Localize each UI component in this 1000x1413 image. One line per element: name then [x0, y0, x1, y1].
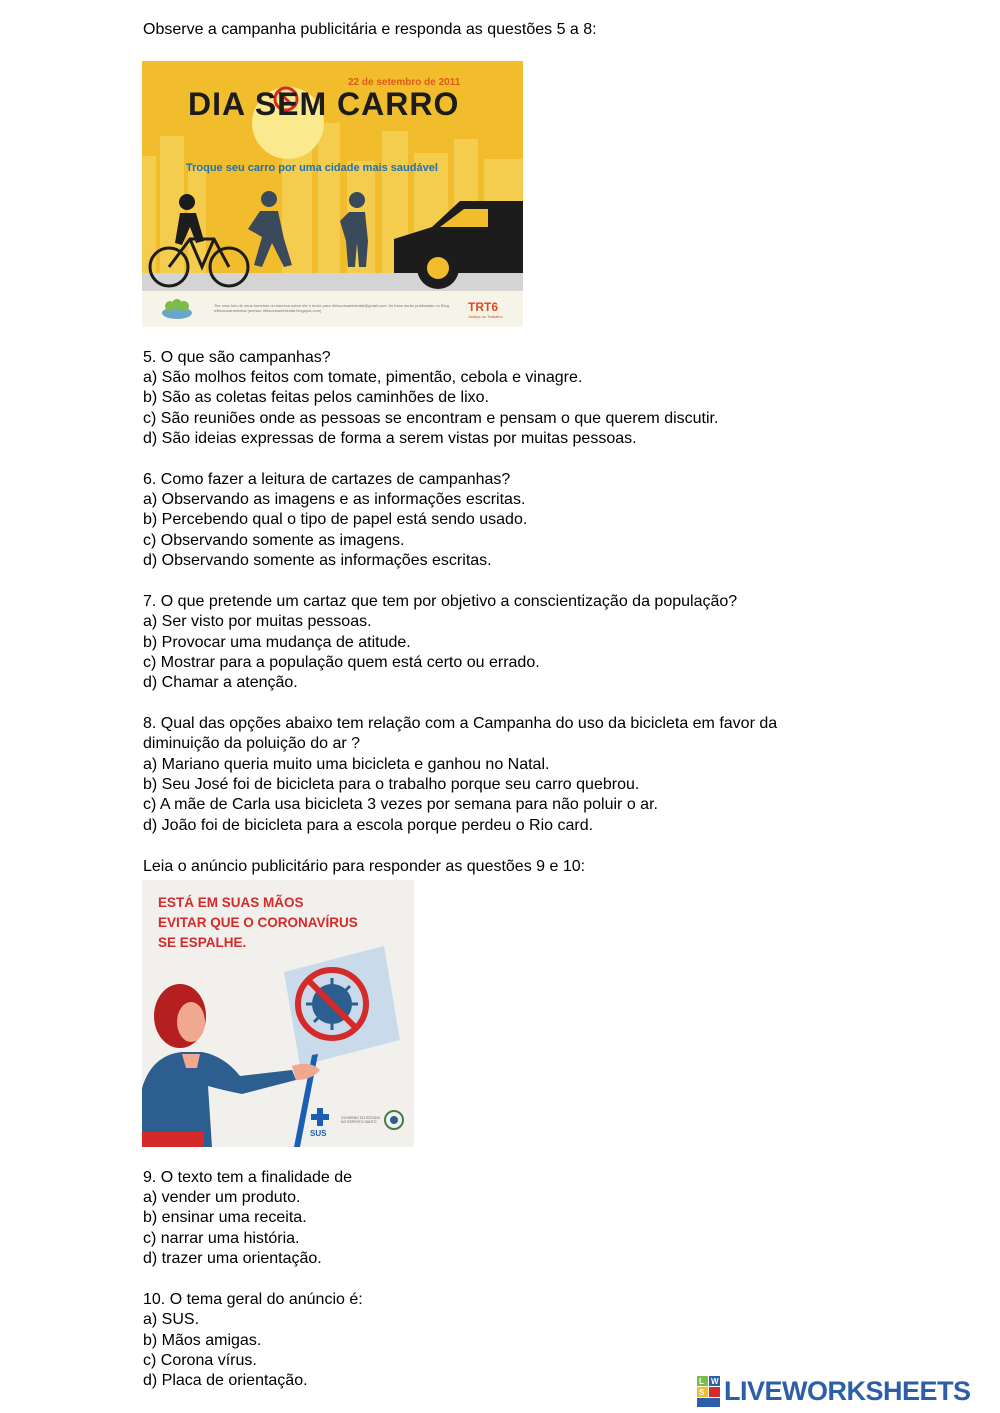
option-10c[interactable]: c) Corona vírus.	[143, 1352, 257, 1369]
option-6d[interactable]: d) Observando somente as informações escritas.	[143, 552, 492, 569]
sus-label: SUS	[310, 1129, 327, 1138]
liveworksheets-wordmark: LIVEWORKSHEETS	[724, 1376, 971, 1406]
option-5c[interactable]: c) São reuniões onde as pessoas se encontram e pensam o que querem discutir.	[143, 410, 719, 427]
environment-logo-icon	[160, 297, 194, 321]
question-5: 5. O que são campanhas?	[143, 349, 331, 366]
poster-title: DIA SEM CARRO	[188, 86, 460, 122]
option-8d[interactable]: d) João foi de bicicleta para a escola porque perdeu o Rio card.	[143, 817, 594, 834]
trt6-logo: TRT6	[468, 300, 498, 314]
government-label: GOVERNO DO ESTADO DO ESPÍRITO SANTO	[341, 1116, 381, 1124]
option-6a[interactable]: a) Observando as imagens e as informações escritas.	[143, 491, 526, 508]
coat-of-arms-icon	[385, 1111, 403, 1129]
headline-line-1: ESTÁ EM SUAS MÃOS	[158, 895, 304, 910]
question-8: 8. Qual das opções abaixo tem relação com a Campanha do uso da bicicleta em favor da	[143, 715, 778, 732]
option-7a[interactable]: a) Ser visto por muitas pessoas.	[143, 613, 372, 630]
option-9d[interactable]: d) trazer uma orientação.	[143, 1250, 322, 1267]
question-6: 6. Como fazer a leitura de cartazes de campanhas?	[143, 471, 511, 488]
option-9a[interactable]: a) vender um produto.	[143, 1189, 301, 1206]
logo-letter-s: S	[699, 1388, 705, 1397]
option-6b[interactable]: b) Percebendo qual o tipo de papel está sendo usado.	[143, 511, 528, 528]
headline-line-2: EVITAR QUE O CORONAVÍRUS	[158, 915, 358, 930]
no-virus-icon	[298, 970, 366, 1038]
option-9b[interactable]: b) ensinar uma receita.	[143, 1209, 307, 1226]
option-8c[interactable]: c) A mãe de Carla usa bicicleta 3 vezes por semana para não poluir o ar.	[143, 796, 658, 813]
option-10b[interactable]: b) Mãos amigas.	[143, 1332, 262, 1349]
poster-headline	[158, 893, 358, 953]
poster-footer-text: Tire uma foto de seus torneiras ou escreva sobre ele e envie para trt6socioambiental@gmail.com. As fotos serão publicadas no Blog trt6socioambiental (acesse trt6socioambiental.blogspot.com)	[214, 303, 449, 313]
option-10a[interactable]: a) SUS.	[143, 1311, 200, 1328]
poster-slogan: Troque seu carro por uma cidade mais saudável	[186, 162, 438, 174]
headline-line-3: SE ESPALHE.	[158, 935, 247, 950]
poster-date: 22 de setembro de 2011	[348, 77, 461, 88]
intro-instruction-1: Observe a campanha publicitária e responda as questões 5 a 8:	[143, 21, 597, 38]
option-10d[interactable]: d) Placa de orientação.	[143, 1372, 308, 1389]
question-7: 7. O que pretende um cartaz que tem por objetivo a conscientização da população?	[143, 593, 738, 610]
option-8a[interactable]: a) Mariano queria muito uma bicicleta e ganhou no Natal.	[143, 756, 550, 773]
question-10: 10. O tema geral do anúncio é:	[143, 1291, 363, 1308]
option-8b[interactable]: b) Seu José foi de bicicleta para o trabalho porque seu carro quebrou.	[143, 776, 640, 793]
option-5b[interactable]: b) São as coletas feitas pelos caminhões de lixo.	[143, 389, 489, 406]
question-9: 9. O texto tem a finalidade de	[143, 1169, 353, 1186]
option-7c[interactable]: c) Mostrar para a população quem está certo ou errado.	[143, 654, 540, 671]
option-5a[interactable]: a) São molhos feitos com tomate, pimentão, cebola e vinagre.	[143, 369, 583, 386]
sus-cross-icon	[311, 1108, 329, 1126]
option-5d[interactable]: d) São ideias expressas de forma a serem vistas por muitas pessoas.	[143, 430, 637, 447]
trt6-subtitle: Justiça do Trabalho	[468, 314, 503, 319]
campaign-poster-dia-sem-carro	[142, 61, 523, 327]
poster-footer	[142, 291, 523, 327]
logo-letter-w: W	[711, 1377, 719, 1386]
option-7d[interactable]: d) Chamar a atenção.	[143, 674, 298, 691]
liveworksheets-logo-icon	[697, 1376, 721, 1408]
option-9c[interactable]: c) narrar uma história.	[143, 1230, 300, 1247]
question-8-continued: diminuição da poluição do ar ?	[143, 735, 361, 752]
liveworksheets-watermark	[697, 1376, 971, 1413]
option-7b[interactable]: b) Provocar uma mudança de atitude.	[143, 634, 411, 651]
logo-letter-l: L	[699, 1377, 704, 1386]
option-6c[interactable]: c) Observando somente as imagens.	[143, 532, 405, 549]
intro-instruction-2: Leia o anúncio publicitário para responder as questões 9 e 10:	[143, 858, 586, 875]
campaign-poster-coronavirus	[142, 880, 414, 1147]
